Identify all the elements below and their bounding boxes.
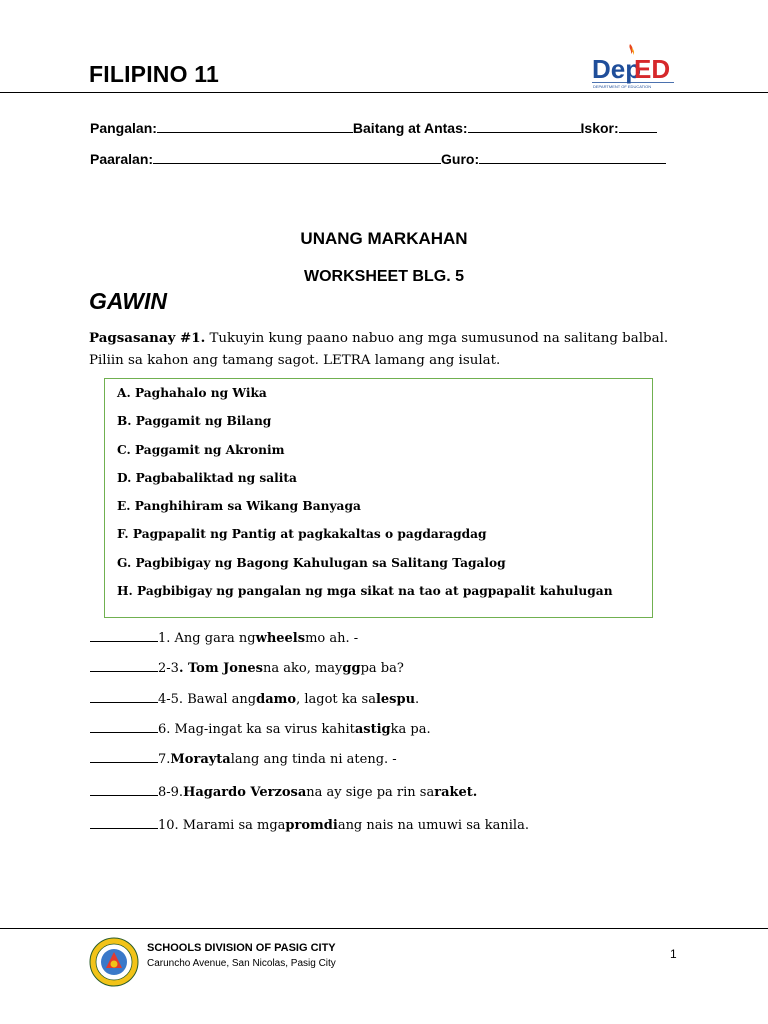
subject-title: FILIPINO 11	[89, 61, 220, 87]
choice-d: D. Pagbabaliktad ng salita	[117, 470, 297, 485]
question-slang: wheels	[255, 631, 306, 646]
question-slang: Hagardo Verzosa	[183, 785, 307, 800]
question-text: ang nais na umuwi sa kanila.	[337, 818, 529, 833]
quarter-title: UNANG MARKAHAN	[300, 229, 468, 248]
question-item	[90, 751, 690, 784]
question-text: 1. Ang gara ng	[158, 631, 256, 646]
section-title: GAWIN	[89, 288, 167, 314]
choice-b: B. Paggamit ng Bilang	[117, 414, 272, 429]
question-slang: promdi	[285, 818, 338, 833]
choice-f: F. Pagpapalit ng Pantig at pagkakaltas o pagdaragdag	[117, 527, 487, 542]
question-text: na ako, may	[263, 661, 343, 676]
guro-field[interactable]	[479, 151, 666, 164]
question-text: mo ah. -	[305, 631, 359, 646]
question-item	[90, 691, 690, 721]
answer-blank[interactable]	[90, 751, 158, 763]
question-text: na ay sige pa rin sa	[306, 785, 435, 800]
svg-text:Dep: Dep	[592, 54, 642, 84]
question-item	[90, 630, 690, 660]
answer-blank[interactable]	[90, 817, 158, 829]
worksheet-title: WORKSHEET BLG. 5	[303, 268, 464, 285]
question-text: 8-9.	[158, 785, 184, 800]
footer-rule	[0, 928, 768, 929]
answer-blank[interactable]	[90, 721, 158, 733]
question-slang: astig	[354, 722, 391, 737]
paaralan-label: Paaralan:	[90, 151, 154, 167]
answer-blank[interactable]	[90, 660, 158, 672]
baitang-label: Baitang at Antas:	[352, 120, 468, 136]
info-row-school	[90, 151, 666, 167]
choices-box	[104, 378, 653, 618]
paaralan-field[interactable]	[153, 151, 441, 164]
question-item	[90, 817, 690, 847]
pangalan-label: Pangalan:	[90, 120, 157, 136]
question-text: 10. Marami sa mga	[158, 818, 286, 833]
page-number: 1	[670, 947, 677, 961]
question-slang: raket.	[434, 785, 478, 800]
question-text: 6. Mag-ingat ka sa virus kahit	[158, 722, 355, 737]
pangalan-field[interactable]	[157, 120, 353, 133]
question-text: 4-5. Bawal ang	[158, 692, 257, 707]
svg-text:ED: ED	[634, 54, 671, 84]
question-item	[90, 784, 690, 817]
choice-g: G. Pagbibigay ng Bagong Kahulugan sa Salitang Tagalog	[117, 555, 506, 570]
footer-address: Caruncho Avenue, San Nicolas, Pasig City	[147, 958, 336, 969]
question-slang: damo	[256, 692, 297, 707]
question-text: , lagot ka sa	[296, 692, 376, 707]
guro-label: Guro:	[441, 151, 480, 167]
question-text: lang ang tinda ni ateng. -	[230, 752, 397, 767]
instructions	[89, 327, 679, 372]
iskor-label: Iskor:	[580, 120, 619, 136]
question-slang: lespu	[375, 692, 416, 707]
question-text: pa ba?	[360, 661, 404, 676]
header-rule	[0, 92, 768, 93]
question-list	[90, 630, 690, 847]
footer-org: SCHOOLS DIVISION OF PASIG CITY	[147, 942, 336, 954]
question-text: ka pa.	[390, 722, 431, 737]
baitang-field[interactable]	[468, 120, 581, 133]
info-row-student	[90, 120, 657, 136]
question-slang: gg	[342, 661, 361, 676]
choice-h: H. Pagbibigay ng pangalan ng mga sikat na tao at pagpapalit kahulugan	[117, 584, 613, 599]
iskor-field[interactable]	[619, 120, 657, 133]
choice-c: C. Paggamit ng Akronim	[117, 442, 285, 457]
svg-text:DEPARTMENT OF EDUCATION: DEPARTMENT OF EDUCATION	[593, 84, 652, 89]
question-text: .	[415, 692, 420, 707]
page-header	[0, 0, 768, 95]
question-item	[90, 721, 690, 751]
instructions-text: Tukuyin kung paano nabuo ang mga sumusunod na salitang balbal. Piliin sa kahon ang tamang sagot. LETRA lamang ang isulat.	[89, 331, 669, 368]
answer-blank[interactable]	[90, 630, 158, 642]
answer-blank[interactable]	[90, 691, 158, 703]
question-slang: . Tom Jones	[178, 661, 263, 676]
question-slang: Morayta	[170, 752, 231, 767]
question-text: 2-3	[158, 661, 179, 676]
question-item	[90, 660, 690, 691]
division-seal	[89, 937, 139, 987]
answer-blank[interactable]	[90, 784, 158, 796]
deped-logo	[588, 42, 680, 90]
question-text: 7.	[158, 752, 171, 767]
choice-a: A. Paghahalo ng Wika	[117, 386, 267, 400]
exercise-label: Pagsasanay #1.	[89, 330, 206, 346]
choice-e: E. Panghihiram sa Wikang Banyaga	[117, 499, 361, 514]
